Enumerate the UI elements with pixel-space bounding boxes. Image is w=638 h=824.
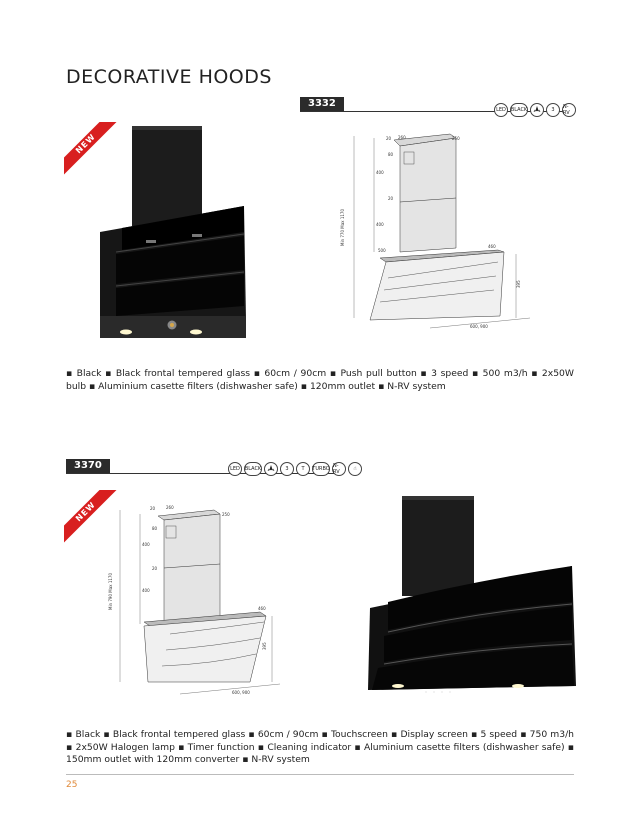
technical-drawing-3332: [330, 128, 575, 338]
model-tag: 3332: [300, 97, 344, 111]
timer-icon: T: [296, 462, 310, 476]
new-ribbon: NEW: [64, 122, 124, 182]
black-color-icon: BLACK: [244, 462, 262, 476]
dim-height: Min 770 Max 1170: [340, 209, 345, 246]
page-number: 25: [66, 780, 78, 790]
hood-photo-3370: [368, 490, 580, 705]
dim-side-c: 20: [388, 196, 394, 201]
dim-top-c: 250: [452, 136, 460, 141]
dim-depth: 395: [516, 280, 521, 288]
feature-icons-3370: [228, 462, 362, 476]
product-description-3332: ▪ Black ▪ Black frontal tempered glass ▪ 60cm / 90cm ▪ Push pull button ▪ 3 speed ▪ 500 m3/h ▪ 2x50W bulb ▪ Aluminium casette filters (dishwasher safe) ▪ 120mm outlet ▪ N-RV system: [66, 368, 574, 392]
product-description-3370: ▪ Black ▪ Black frontal tempered glass ▪ 60cm / 90cm ▪ Touchscreen ▪ Display screen ▪ 5 speed ▪ 750 m3/h ▪ 2x50W Halogen lamp ▪ Timer function ▪ Cleaning indicator ▪ Aluminium casette filters (dishwasher safe) ▪ 150mm outlet with 120mm converter ▪ N-RV system: [66, 729, 574, 765]
dim-side-d: 400: [142, 588, 150, 593]
dim-top-a: 20: [386, 136, 392, 141]
dim-bottom-b: 460: [258, 606, 266, 611]
dim-bottom-a: 500: [378, 248, 386, 253]
dim-side-a: 80: [152, 526, 158, 531]
black-color-icon: BLACK: [510, 103, 528, 117]
dim-bottom-b: 460: [488, 244, 496, 249]
dim-side-b: 400: [376, 170, 384, 175]
nrv-icon: N-RV: [562, 103, 576, 117]
led-icon: LED: [228, 462, 242, 476]
feature-icons-3332: [494, 103, 576, 117]
dim-width: 600, 900: [470, 324, 488, 329]
dim-depth: 395: [262, 642, 267, 650]
new-ribbon: NEW: [64, 490, 124, 550]
model-tag: 3370: [66, 459, 110, 473]
turbo-icon: TURBO: [312, 462, 330, 476]
touch-icon: ☝: [348, 462, 362, 476]
speed-icon: [264, 462, 278, 476]
speed-icon: [530, 103, 544, 117]
nrv-icon: N-RV: [332, 462, 346, 476]
dim-top-c: 250: [222, 512, 230, 517]
footer-divider: [66, 774, 574, 775]
dim-width: 600, 900: [232, 690, 250, 695]
dim-top-a: 20: [150, 506, 156, 511]
technical-drawing-3370: [100, 498, 300, 703]
dim-side-a: 80: [388, 152, 394, 157]
speed-count-icon: 3: [546, 103, 560, 117]
dim-side-c: 20: [152, 566, 158, 571]
dim-top-b: 260: [398, 135, 406, 140]
dim-height: Min 790 Max 1170: [108, 573, 113, 610]
speed-count-icon: 3: [280, 462, 294, 476]
hood-photo-3332: [96, 120, 256, 345]
dim-side-b: 400: [142, 542, 150, 547]
dim-top-b: 260: [166, 505, 174, 510]
led-icon: LED: [494, 103, 508, 117]
dim-side-d: 400: [376, 222, 384, 227]
page-title: DECORATIVE HOODS: [66, 66, 272, 88]
